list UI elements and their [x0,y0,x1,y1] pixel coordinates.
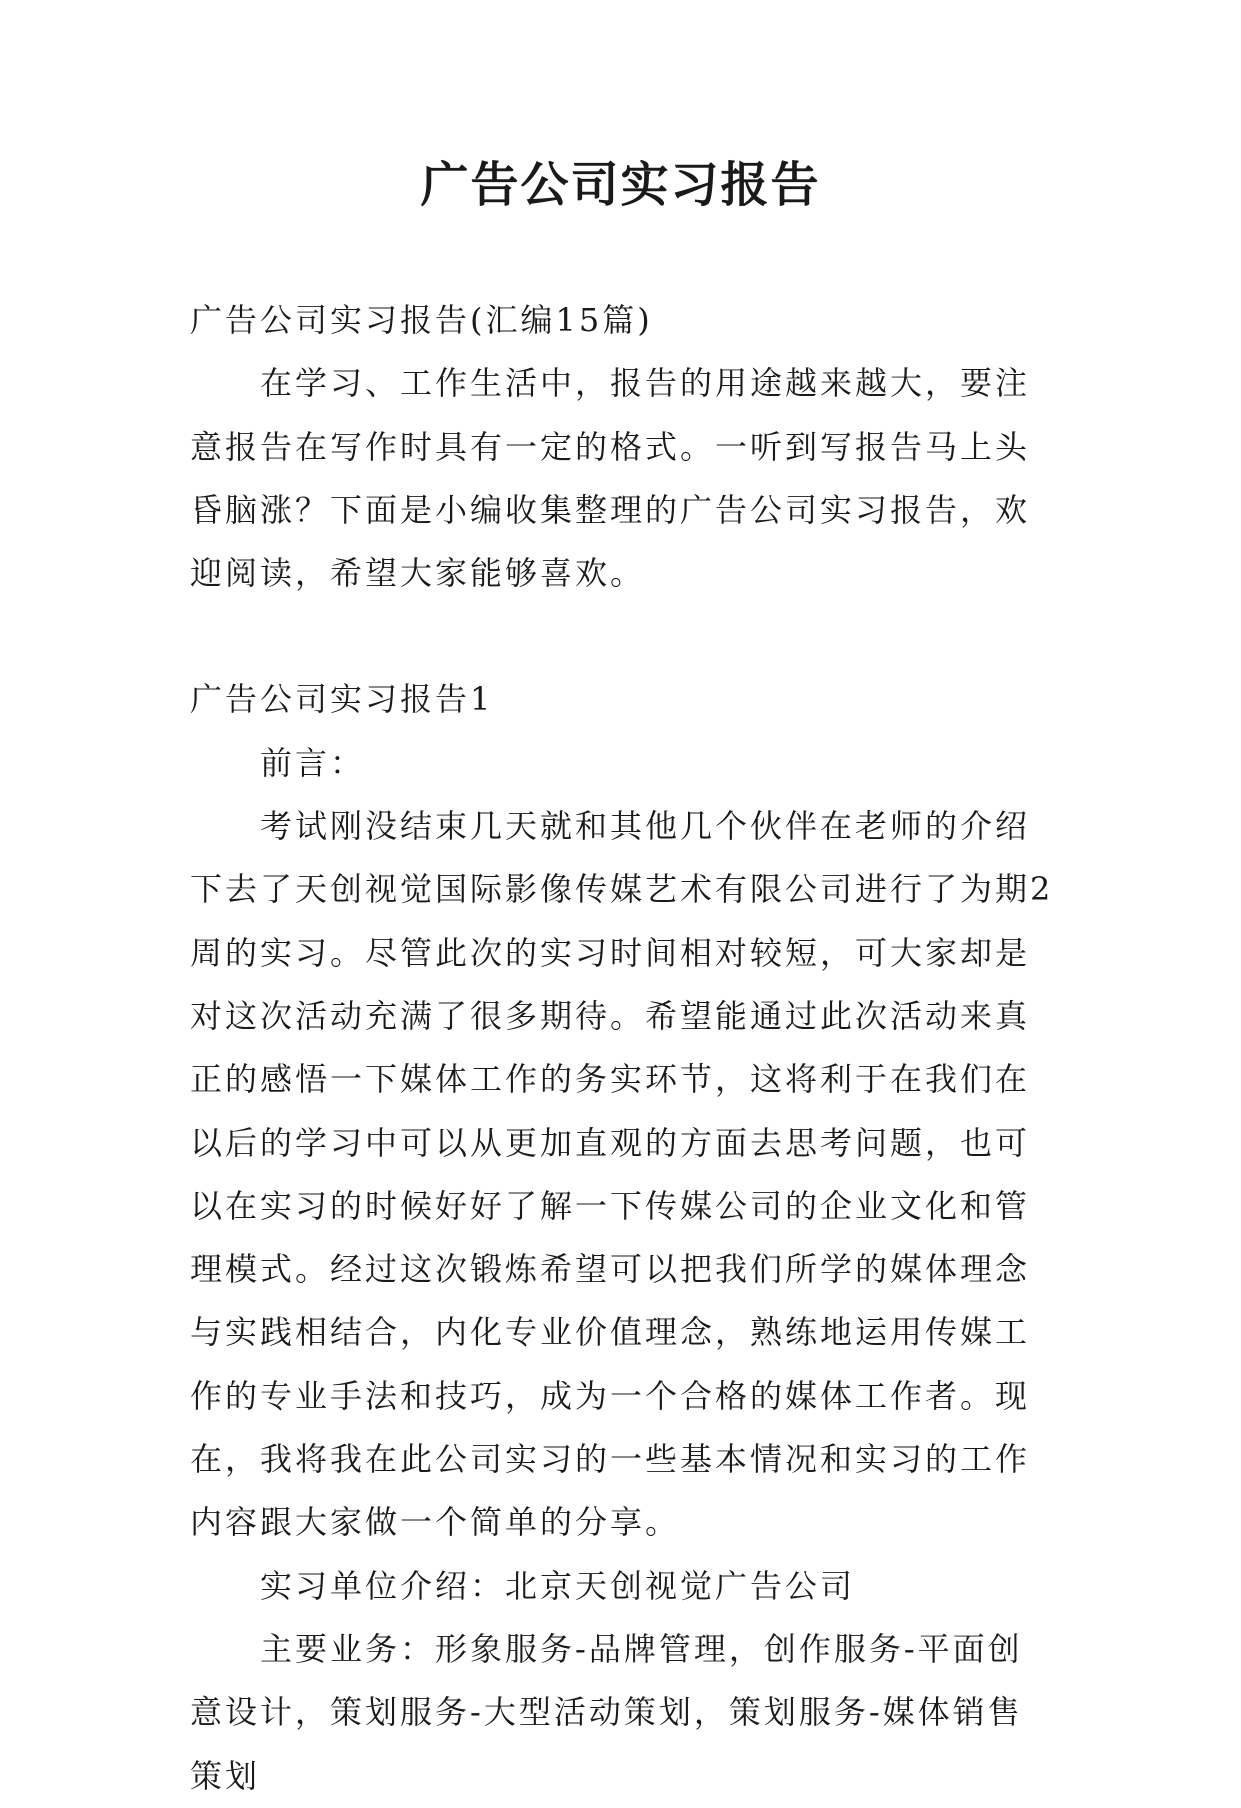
section-heading: 广告公司实习报告1 [190,680,494,719]
paragraph-spacer [190,605,1055,668]
preface-label: 前言： [260,743,366,782]
preface-paragraph: 考试刚没结束几天就和其他几个伙伴在老师的介绍下去了天创视觉国际影像传媒艺术有限公司进行了为期2周的实习。尽管此次的实习时间相对较短，可大家却是对这次活动充满了很多期待。希望能通过此次活动来真正的感悟一下媒体工作的务实环节，这将利于在我们在以后的学习中可以从更加直观的方面去思考问题，也可以在实习的时候好好了解一下传媒公司的企业文化和管理模式。经过这次锻炼希望可以把我们所学的媒体理念与实践相结合，内化专业价值理念，熟练地运用传媒工作的专业手法和技巧，成为一个合格的媒体工作者。现在，我将我在此公司实习的一些基本情况和实习的工作内容跟大家做一个简单的分享。 [190,807,1054,1542]
main-business-paragraph: 主要业务：形象服务-品牌管理，创作服务-平面创意设计，策划服务-大型活动策划，策划服务-媒体销售策划 [190,1629,1023,1795]
document-title: 广告公司实习报告 [420,157,821,213]
document-subtitle: 广告公司实习报告(汇编15篇) [190,301,653,339]
unit-intro-paragraph: 实习单位介绍：北京天创视觉广告公司 [260,1566,856,1605]
intro-paragraph: 在学习、工作生活中，报告的用途越来越大，要注意报告在写作时具有一定的格式。一听到写报告马上头昏脑涨？下面是小编收集整理的广告公司实习报告，欢迎阅读，希望大家能够喜欢。 [190,364,1031,593]
document-body [190,289,1055,1808]
